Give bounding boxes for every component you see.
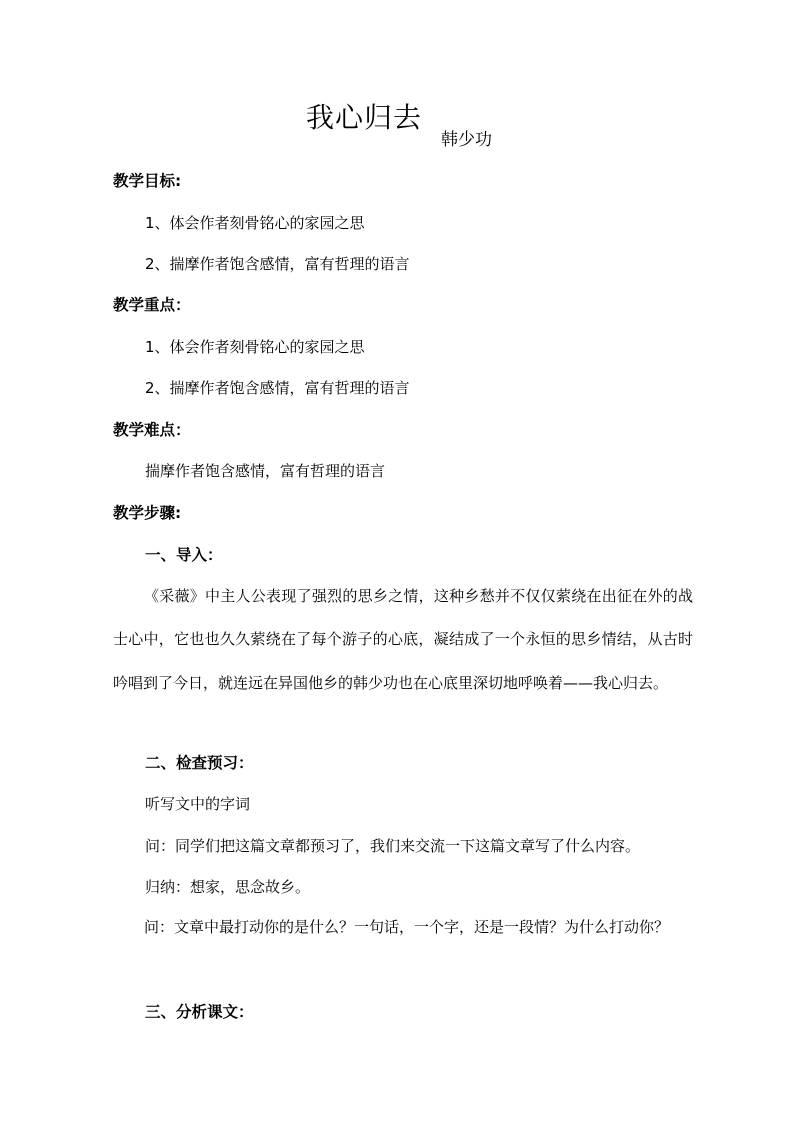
document-author: 韩少功: [441, 130, 492, 150]
steps-heading: 教学步骤:: [113, 504, 182, 522]
document-title: 我心归去: [306, 101, 423, 134]
intro-paragraph: 《采薇》中主人公表现了强烈的思乡之情，这种乡愁并不仅仅萦绕在出征在外的战士心中，它也也久久萦绕在了每个游子的心底，凝结成了一个永恒的思乡情结，从古时吟唱到了今日，就连远在异国他乡的韩少功也在心底里深切地呼唤着——我心归去。: [113, 587, 693, 692]
intro-heading: 一、导入：: [145, 546, 223, 564]
key-points-heading: 教学重点：: [113, 296, 191, 314]
preview-summary: 归纳：想家，思念故乡。: [145, 878, 311, 896]
preview-question-2: 问：文章中最打动你的是什么？一句话，一个字，还是一段情？为什么打动你？: [144, 918, 670, 936]
preview-dictation: 听写文中的字词: [145, 795, 251, 813]
difficulties-item-1: 揣摩作者饱含感情，富有哲理的语言: [145, 462, 386, 480]
objectives-heading: 教学目标:: [113, 172, 182, 190]
key-points-item-1: 1、体会作者刻骨铭心的家园之思: [145, 338, 365, 356]
analysis-heading: 三、分析课文：: [145, 1003, 254, 1021]
key-points-item-2: 2、揣摩作者饱含感情，富有哲理的语言: [145, 379, 410, 397]
preview-question-1: 问：同学们把这篇文章都预习了，我们来交流一下这篇文章写了什么内容。: [145, 837, 641, 855]
objectives-item-2: 2、揣摩作者饱含感情，富有哲理的语言: [145, 255, 410, 273]
preview-heading: 二、检查预习：: [145, 754, 254, 772]
objectives-item-1: 1、体会作者刻骨铭心的家园之思: [145, 214, 365, 232]
difficulties-heading: 教学难点：: [113, 421, 191, 439]
